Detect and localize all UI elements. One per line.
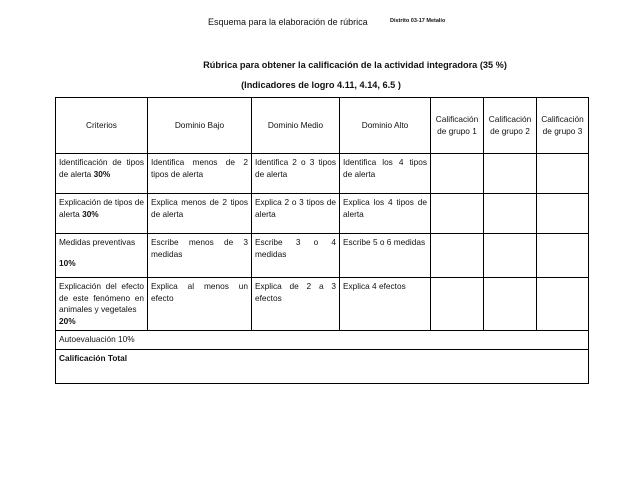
table-header-row <box>56 98 589 154</box>
grade-cell-grupo-3[interactable] <box>537 194 589 234</box>
autoevaluacion-row <box>56 331 589 350</box>
rubric-title: Rúbrica para obtener la calificación de la actividad integradora (35 %) <box>203 60 507 70</box>
criterio-percent: 10% <box>59 257 76 268</box>
col-header-grupo-2: Calificación de grupo 2 <box>484 98 537 154</box>
criterio-cell <box>56 278 148 331</box>
dominio-alto-cell: Explica 4 efectos <box>340 278 431 331</box>
table-row <box>56 194 589 234</box>
criterio-percent: 30% <box>82 208 99 219</box>
criterio-percent: 20% <box>59 315 76 326</box>
criterio-text: Medidas preventivas <box>59 237 136 247</box>
dominio-medio-cell: Explica de 2 a 3 efectos <box>252 278 340 331</box>
dominio-medio-cell: Identifica 2 o 3 tipos de alerta <box>252 154 340 194</box>
calificacion-total-cell: Calificación Total <box>56 349 589 383</box>
grade-cell-grupo-2[interactable] <box>484 154 537 194</box>
header-title: Esquema para la elaboración de rúbrica <box>208 17 368 27</box>
total-row <box>56 349 589 383</box>
dominio-bajo-cell: Escribe menos de 3 medidas <box>148 234 252 278</box>
grade-cell-grupo-2[interactable] <box>484 278 537 331</box>
grade-cell-grupo-2[interactable] <box>484 194 537 234</box>
rubric-table <box>55 97 589 384</box>
criterio-text: Identificación de tipos de alerta <box>59 157 144 179</box>
grade-cell-grupo-1[interactable] <box>431 234 484 278</box>
dominio-alto-cell: Escribe 5 o 6 medidas <box>340 234 431 278</box>
criterio-text: Explicación del efecto de este fenómeno en animales y vegetales <box>59 281 144 314</box>
grade-cell-grupo-1[interactable] <box>431 194 484 234</box>
criterio-cell <box>56 194 148 234</box>
col-header-dominio-bajo: Dominio Bajo <box>148 98 252 154</box>
criterio-cell <box>56 234 148 278</box>
grade-cell-grupo-2[interactable] <box>484 234 537 278</box>
grade-cell-grupo-3[interactable] <box>537 234 589 278</box>
table-row <box>56 154 589 194</box>
rubric-subtitle: (Indicadores de logro 4.11, 4.14, 6.5 ) <box>241 80 401 90</box>
header-district: Distrito 03-17 Metalío <box>390 18 446 24</box>
grade-cell-grupo-1[interactable] <box>431 278 484 331</box>
criterio-text: Explicación de tipos de alerta <box>59 197 144 219</box>
grade-cell-grupo-3[interactable] <box>537 278 589 331</box>
dominio-medio-cell: Escribe 3 o 4 medidas <box>252 234 340 278</box>
grade-cell-grupo-1[interactable] <box>431 154 484 194</box>
autoevaluacion-cell: Autoevaluación 10% <box>56 331 589 350</box>
col-header-dominio-medio: Dominio Medio <box>252 98 340 154</box>
dominio-bajo-cell: Identifica menos de 2 tipos de alerta <box>148 154 252 194</box>
col-header-dominio-alto: Dominio Alto <box>340 98 431 154</box>
criterio-percent: 30% <box>93 168 111 179</box>
grade-cell-grupo-3[interactable] <box>537 154 589 194</box>
col-header-grupo-1: Calificación de grupo 1 <box>431 98 484 154</box>
col-header-grupo-3: Calificación de grupo 3 <box>537 98 589 154</box>
dominio-alto-cell: Identifica los 4 tipos de alerta <box>340 154 431 194</box>
col-header-criterios: Criterios <box>56 98 148 154</box>
dominio-bajo-cell: Explica al menos un efecto <box>148 278 252 331</box>
dominio-alto-cell: Explica los 4 tipos de alerta <box>340 194 431 234</box>
table-row <box>56 278 589 331</box>
table-row <box>56 234 589 278</box>
dominio-medio-cell: Explica 2 o 3 tipos de alerta <box>252 194 340 234</box>
criterio-cell <box>56 154 148 194</box>
dominio-bajo-cell: Explica menos de 2 tipos de alerta <box>148 194 252 234</box>
